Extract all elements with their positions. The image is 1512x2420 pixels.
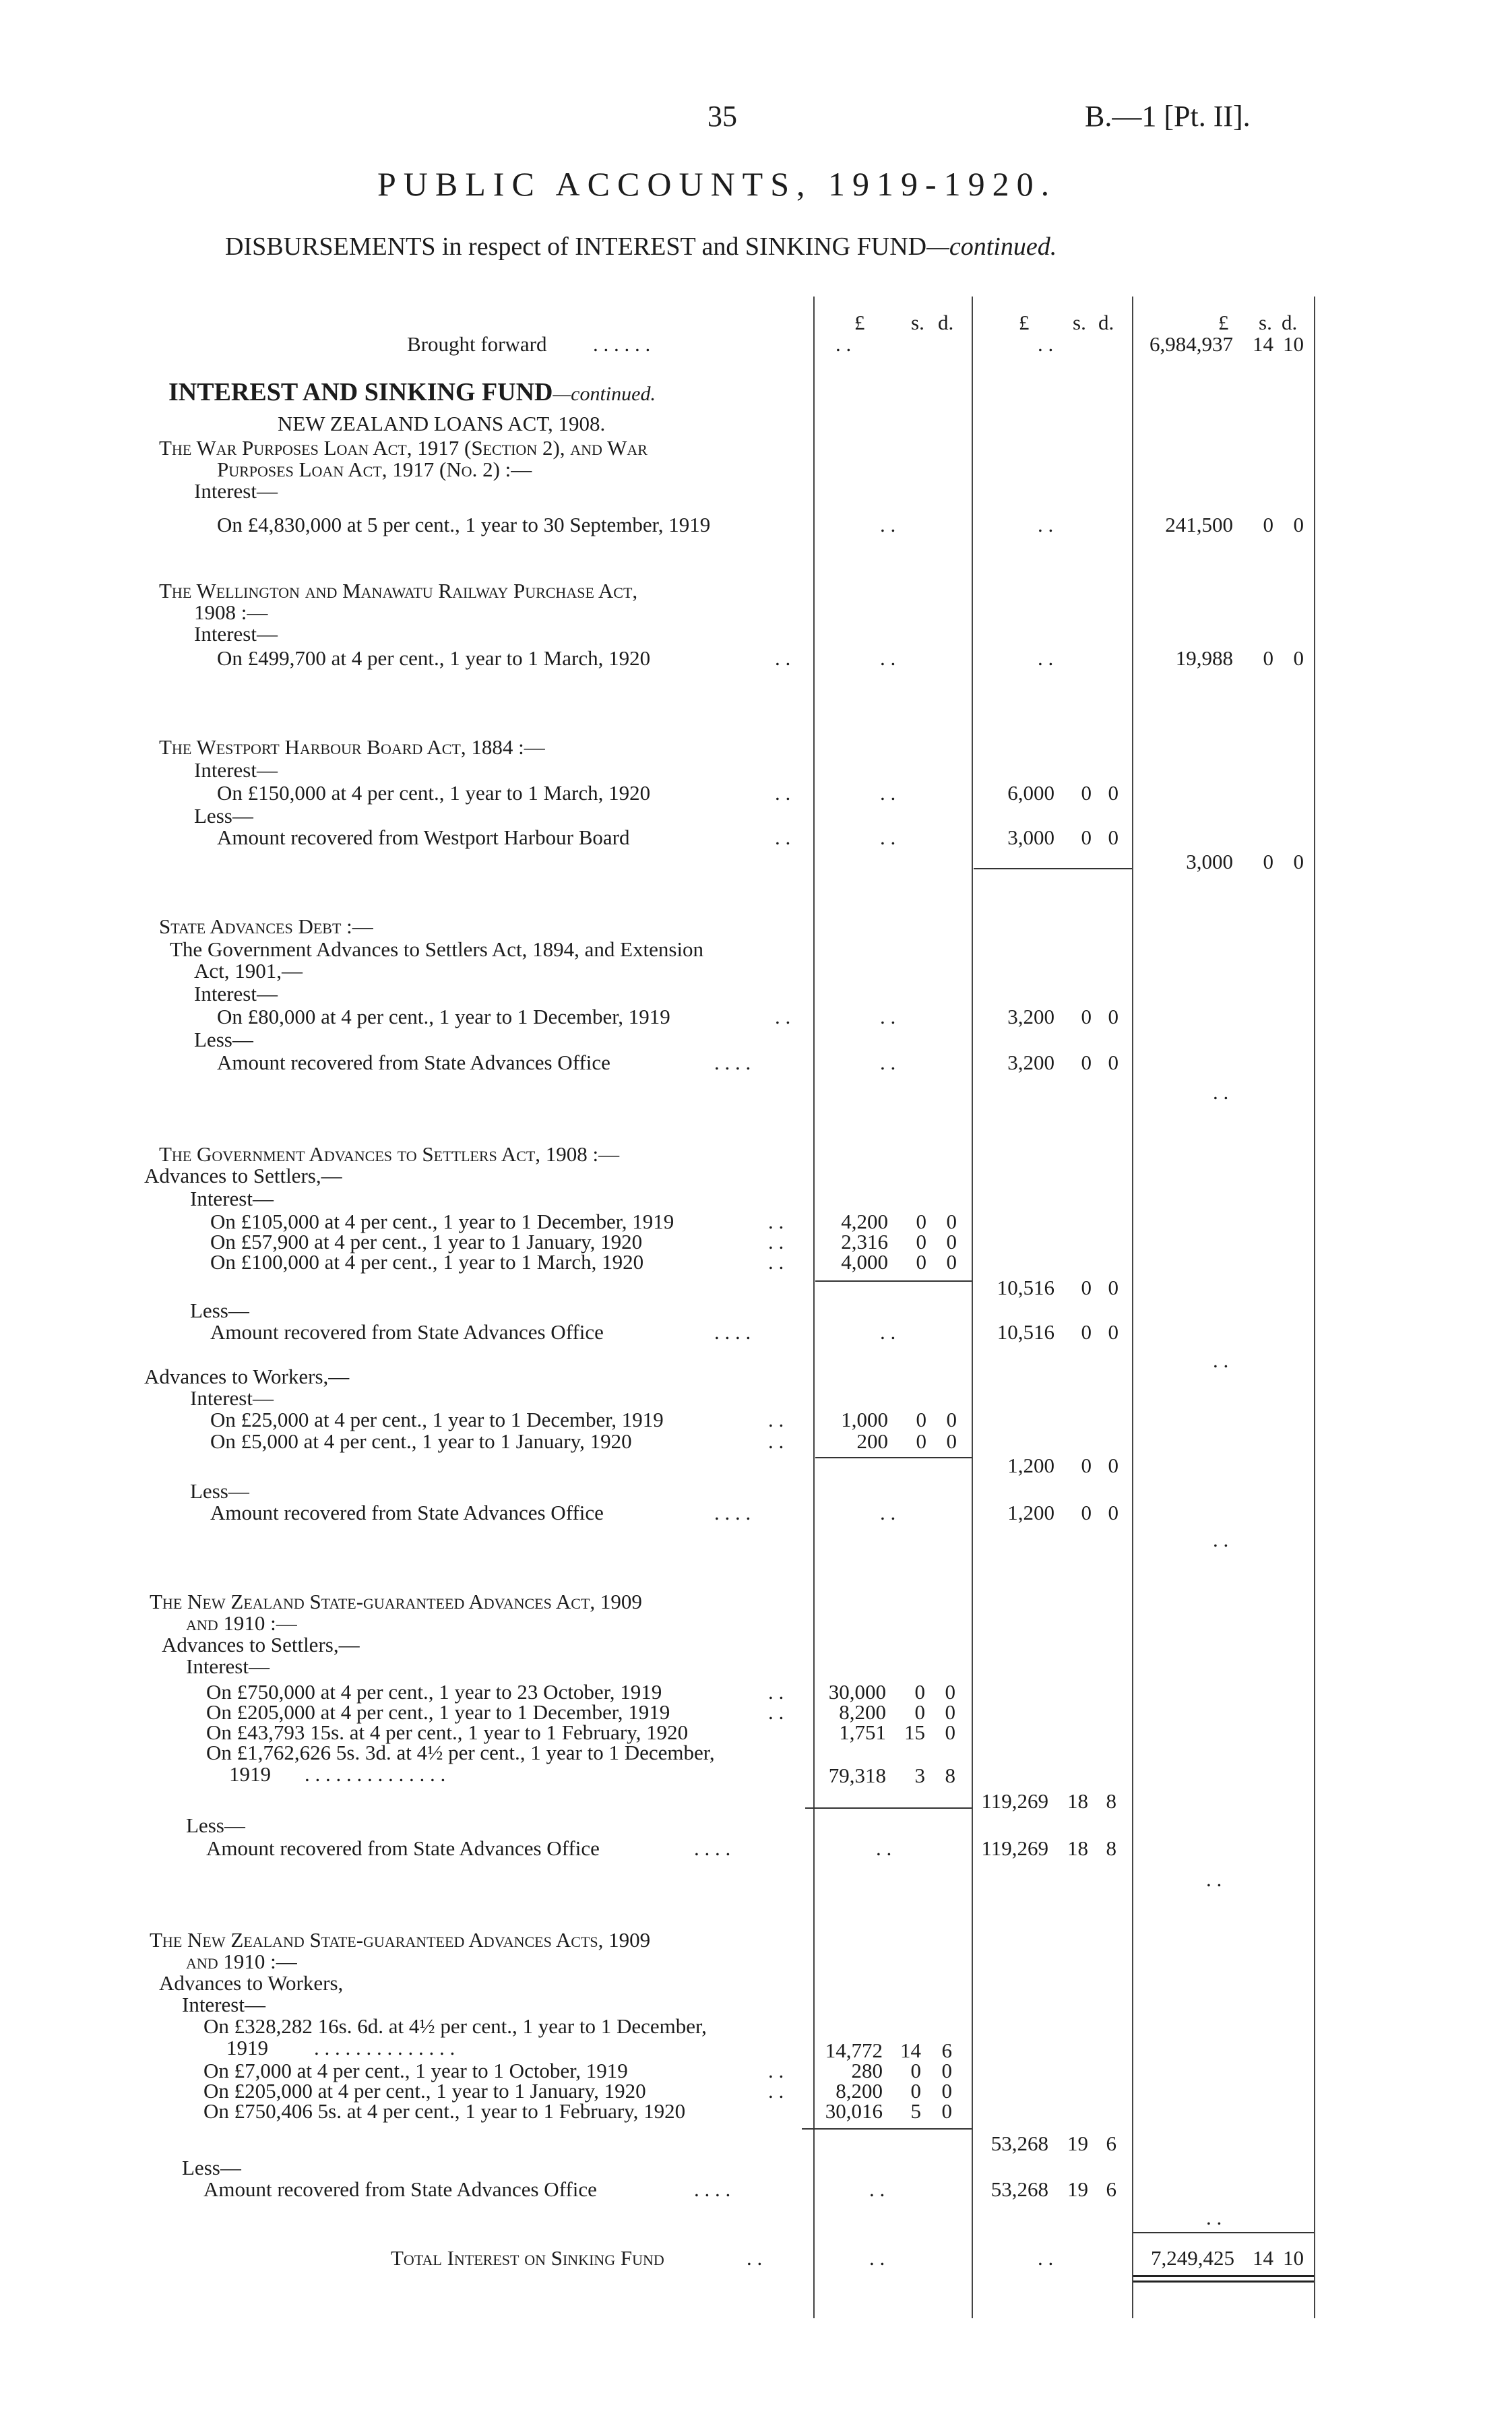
gov-workers-sum-rule bbox=[815, 1457, 972, 1458]
page-subtitle: DISBURSEMENTS in respect of INTEREST and SINKING FUND—continued. bbox=[225, 232, 1057, 261]
total-double-rule-2 bbox=[1133, 2281, 1314, 2283]
westport-sum-rule bbox=[974, 868, 1132, 869]
column-rule-2 bbox=[972, 297, 973, 2318]
page-number: 35 bbox=[707, 100, 737, 133]
column-rule-4 bbox=[1314, 297, 1315, 2318]
total-double-rule-1 bbox=[1133, 2275, 1314, 2277]
column-rule-3 bbox=[1132, 297, 1133, 2318]
sg-settlers-sum-rule bbox=[805, 1807, 972, 1809]
document-reference: B.—1 [Pt. II]. bbox=[1085, 100, 1251, 133]
column-rule-1 bbox=[813, 297, 815, 2318]
sg-workers-sum-rule bbox=[802, 2128, 972, 2130]
total-top-rule bbox=[1133, 2232, 1314, 2233]
page-title: PUBLIC ACCOUNTS, 1919-1920. bbox=[377, 165, 1057, 203]
section-heading: INTEREST AND SINKING FUND—continued. bbox=[168, 378, 656, 406]
gov-advances-sum-rule bbox=[815, 1280, 972, 1282]
